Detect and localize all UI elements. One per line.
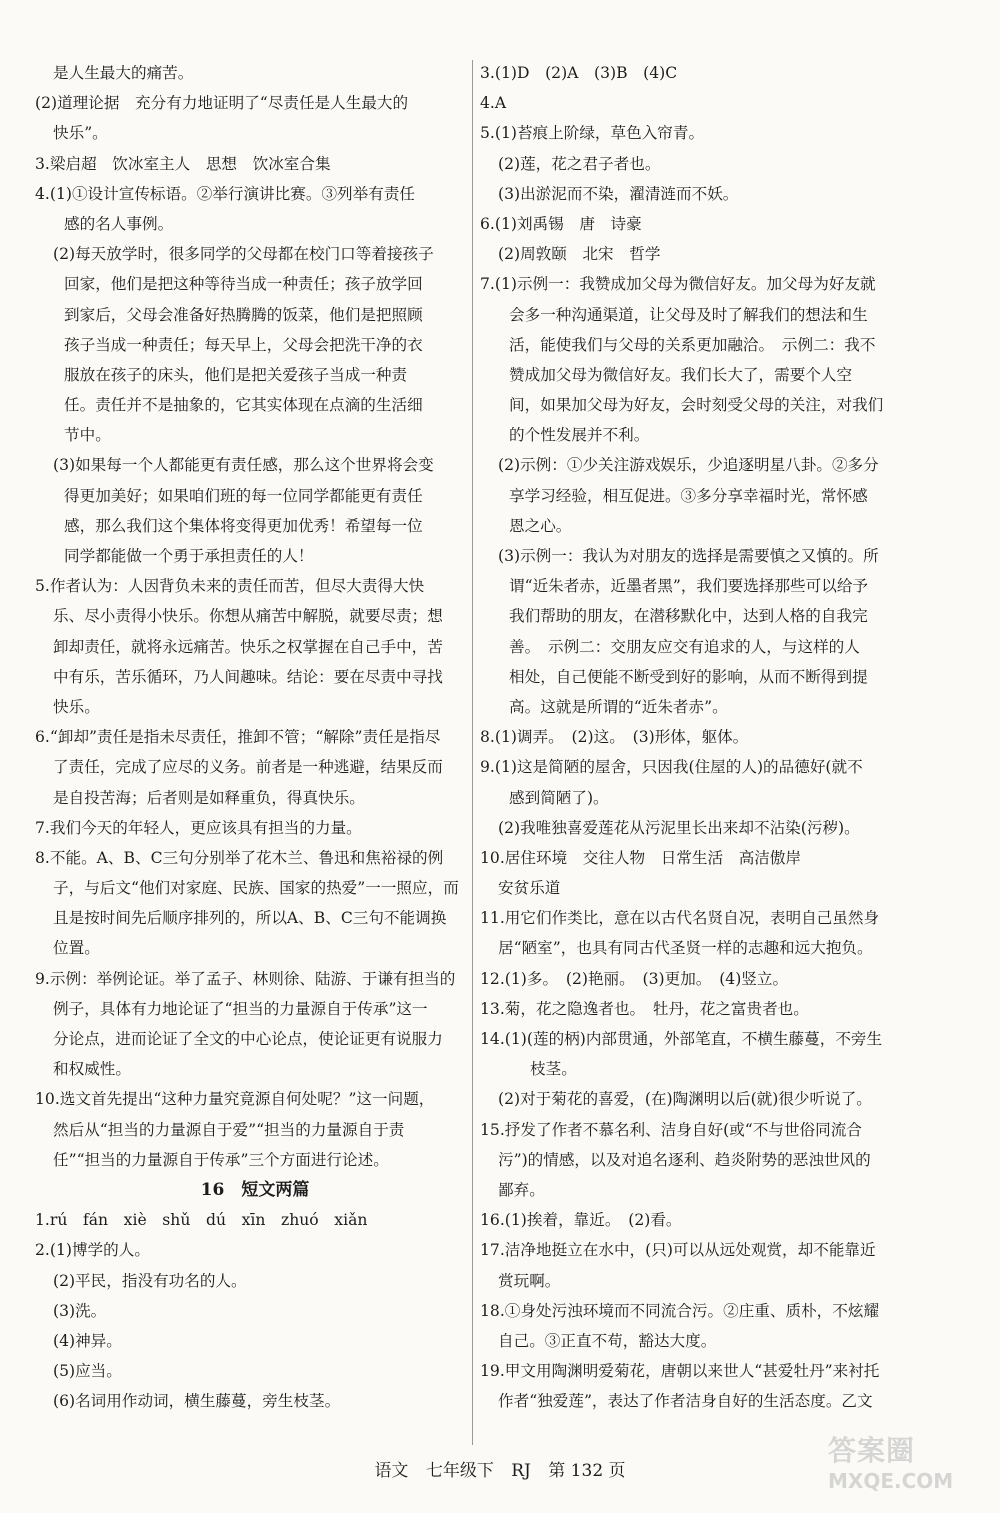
answer-line: 6.(1)刘禹锡 唐 诗豪 <box>480 214 642 233</box>
right-column <box>480 58 960 1416</box>
answer-line: 位置。 <box>53 939 100 958</box>
answer-line: 例子，具体有力地论证了“担当的力量源自于传承”这一 <box>53 999 428 1018</box>
answer-line: 相处，自己便能不断受到好的影响，从而不断得到提 <box>509 667 868 686</box>
answer-line: 任。责任并不是抽象的，它其实体现在点滴的生活细 <box>64 396 423 415</box>
answer-line: 10.选文首先提出“这种力量究竟源自何处呢？”这一问题， <box>35 1090 435 1109</box>
answer-line: (3)出淤泥而不染，濯清涟而不妖。 <box>498 184 739 203</box>
answer-line: 回家，他们是把这种等待当成一种责任；孩子放学回 <box>64 275 423 294</box>
answer-line: 4.(1)①设计宣传标语。②举行演讲比赛。③列举有责任 <box>35 184 416 203</box>
watermark-url: MXQE.COM <box>828 1469 954 1493</box>
answer-line: 11.用它们作类比，意在以古代名贤自况，表明自己虽然身 <box>480 909 880 928</box>
answer-line: 高。这就是所谓的“近朱者赤”。 <box>509 697 728 716</box>
answer-line: (2)对于菊花的喜爱，(在)陶渊明以后(就)很少听说了。 <box>498 1090 872 1109</box>
answer-line: (3)如果每一个人都能更有责任感，那么这个世界将会变 <box>53 456 434 475</box>
watermark-title: 答案圈 <box>828 1434 916 1467</box>
answer-line: 分论点，进而论证了全文的中心论点，使论证更有说服力 <box>53 1030 443 1048</box>
answer-line: 感到简陋了)。 <box>509 788 609 807</box>
footer-page-number: 第 132 页 <box>548 1461 626 1481</box>
answer-line: 是自投苦海；后者则是如释重负，得真快乐。 <box>53 788 365 807</box>
answer-line: (2)我唯独喜爱莲花从污泥里长出来却不沾染(污秽)。 <box>498 818 860 837</box>
answer-line: (2)平民，指没有功名的人。 <box>53 1271 247 1290</box>
answer-line: 8.不能。A、B、C三句分别举了花木兰、鲁迅和焦裕禄的例 <box>35 848 444 867</box>
answer-line: 枝茎。 <box>530 1060 577 1079</box>
answer-line: 享学习经验，相互促进。③多分享幸福时光，常怀感 <box>509 486 868 505</box>
answer-line: 3.(1)D (2)A (3)B (4)C <box>480 64 678 82</box>
answer-line: 的个性发展并不利。 <box>509 426 650 445</box>
answer-line: 15.抒发了作者不慕名利、洁身自好(或“不与世俗同流合 <box>480 1120 862 1139</box>
footer-grade: 七年级下 <box>425 1461 494 1481</box>
answer-line: 活，能使我们与父母的关系更加融洽。 示例二：我不 <box>509 335 876 354</box>
watermark-logo <box>828 1429 978 1499</box>
answer-line: 间，如果加父母为好友，会时刻受父母的关注，对我们 <box>509 396 884 415</box>
answer-line: (2)每天放学时，很多同学的父母都在校门口等着接孩子 <box>53 245 434 264</box>
answer-line: 9.(1)这是简陋的屋舍，只因我(住屋的人)的品德好(就不 <box>480 758 863 777</box>
answer-line: 然后从“担当的力量源自于爱”“担当的力量源自于责 <box>53 1120 405 1139</box>
answer-line: 13.菊，花之隐逸者也。 牡丹，花之富贵者也。 <box>480 999 809 1018</box>
answer-line: 乐、尽小责得小快乐。你想从痛苦中解脱，就要尽责；想 <box>53 607 443 626</box>
answer-line: 赏玩啊。 <box>498 1271 561 1290</box>
answer-line: 7.(1)示例一：我赞成加父母为微信好友。加父母为好友就 <box>480 275 876 294</box>
answer-line: 10.居住环境 交往人物 日常生活 高洁傲岸 <box>480 848 802 867</box>
answer-line: 且是按时间先后顺序排列的，所以A、B、C三句不能调换 <box>53 909 447 928</box>
answer-line: 到家后，父母会准备好热腾腾的饭菜，他们是把照顾 <box>64 305 423 324</box>
section-title: 16 短文两篇 <box>200 1179 310 1200</box>
answer-line: 恩之心。 <box>509 516 572 535</box>
answer-line: 卸却责任，就将永远痛苦。快乐之权掌握在自己手中，苦 <box>53 637 443 656</box>
answer-line: 8.(1)调弄。 (2)这。 (3)形体，躯体。 <box>480 728 749 747</box>
answer-line: 子，与后文“他们对家庭、民族、国家的热爱”一一照应，而 <box>53 879 459 898</box>
answer-line: 任”“担当的力量源自于传承”三个方面进行论述。 <box>53 1150 389 1169</box>
left-column <box>35 58 475 1416</box>
answer-line: 19.甲文用陶渊明爱菊花，唐朝以来世人“甚爱牡丹”来衬托 <box>480 1362 880 1381</box>
answer-line: 赞成加父母为微信好友。我们长大了，需要个人空 <box>509 365 853 384</box>
answer-line: 污”)的情感，以及对追名逐利、趋炎附势的恶浊世风的 <box>498 1150 871 1169</box>
answer-line: (6)名词用作动词，横生藤蔓，旁生枝茎。 <box>53 1392 341 1411</box>
answer-line: 12.(1)多。 (2)艳丽。 (3)更加。 (4)竖立。 <box>480 969 789 988</box>
answer-line: 得更加美好；如果咱们班的每一位同学都能更有责任 <box>64 486 423 505</box>
answer-line: 16.(1)挨着，靠近。 (2)看。 <box>480 1211 682 1230</box>
answer-line: 了责任，完成了应尽的义务。前者是一种逃避，结果反而 <box>53 758 443 777</box>
answer-line: 3.梁启超 饮冰室主人 思想 饮冰室合集 <box>35 154 331 173</box>
answer-line: 我们帮助的朋友，在潜移默化中，达到人格的自我完 <box>509 607 868 626</box>
answer-line: 4.A <box>480 94 507 113</box>
answer-line: (4)神异。 <box>53 1331 122 1350</box>
answer-line: (3)洗。 <box>53 1301 107 1320</box>
answer-line: 是人生最大的痛苦。 <box>53 64 194 82</box>
answer-line: 和权威性。 <box>53 1060 131 1079</box>
answer-line: 5.作者认为：人因背负未来的责任而苦，但尽大责得大快 <box>35 577 425 596</box>
answer-line: 14.(1)(莲的柄)内部贯通，外部笔直，不横生藤蔓，不旁生 <box>480 1030 883 1048</box>
answer-line: 节中。 <box>64 426 111 445</box>
answer-line: 善。 示例二：交朋友应交有追求的人，与这样的人 <box>509 637 860 656</box>
answer-line: 中有乐，苦乐循环，乃人间趣味。结论：要在尽责中寻找 <box>53 667 443 686</box>
answer-line: 2.(1)博学的人。 <box>35 1241 150 1260</box>
footer-edition: RJ <box>511 1461 531 1481</box>
answer-line: 会多一种沟通渠道，让父母及时了解我们的想法和生 <box>509 305 868 324</box>
answer-line: (2)道理论据 充分有力地证明了“尽责任是人生最大的 <box>35 94 409 113</box>
answer-line: 居“陋室”，也具有同古代圣贤一样的志趣和远大抱负。 <box>498 939 873 958</box>
answer-line: 鄙弃。 <box>498 1180 545 1199</box>
answer-line: 作者“独爱莲”，表达了作者洁身自好的生活态度。乙文 <box>498 1392 873 1411</box>
answer-line: 18.①身处污浊环境而不同流合污。②庄重、质朴，不炫耀 <box>480 1301 880 1320</box>
answer-line: (2)示例：①少关注游戏娱乐，少追逐明星八卦。②多分 <box>498 456 879 475</box>
footer-subject: 语文 <box>374 1461 409 1481</box>
answer-line: 感的名人事例。 <box>64 214 174 233</box>
answer-line: 9.示例：举例论证。举了孟子、林则徐、陆游、于谦有担当的 <box>35 969 456 988</box>
answer-line: (3)示例一：我认为对朋友的选择是需要慎之又慎的。所 <box>498 547 879 565</box>
answer-line: (5)应当。 <box>53 1362 122 1381</box>
answer-line: 5.(1)苔痕上阶绿，草色入帘青。 <box>480 124 705 143</box>
answer-line: 安贫乐道 <box>498 879 561 898</box>
answer-line: 1.rú fán xiè shǔ dú xīn zhuó xiǎn <box>35 1211 368 1230</box>
answer-line: 同学都能做一个勇于承担责任的人！ <box>64 547 314 565</box>
answer-line: 17.洁净地挺立在水中，(只)可以从远处观赏，却不能靠近 <box>480 1241 876 1260</box>
answer-line: 谓“近朱者赤，近墨者黑”，我们要选择那些可以给予 <box>509 577 869 596</box>
answer-line: 快乐。 <box>53 697 100 716</box>
answer-line: 快乐”。 <box>53 124 108 143</box>
answer-line: 服放在孩子的床头，他们是把关爱孩子当成一种责 <box>64 365 408 384</box>
answer-line: 自己。③正直不苟，豁达大度。 <box>498 1331 717 1350</box>
answer-line: (2)莲，花之君子者也。 <box>498 154 661 173</box>
answer-line: 6.“卸却”责任是指未尽责任，推卸不管；“解除”责任是指尽 <box>35 728 441 747</box>
answer-line: 感，那么我们这个集体将变得更加优秀！希望每一位 <box>64 516 423 535</box>
answer-line: 7.我们今天的年轻人，更应该具有担当的力量。 <box>35 818 362 837</box>
answer-line: 孩子当成一种责任；每天早上，父母会把洗干净的衣 <box>64 335 423 354</box>
answer-line: (2)周敦颐 北宋 哲学 <box>498 245 661 264</box>
